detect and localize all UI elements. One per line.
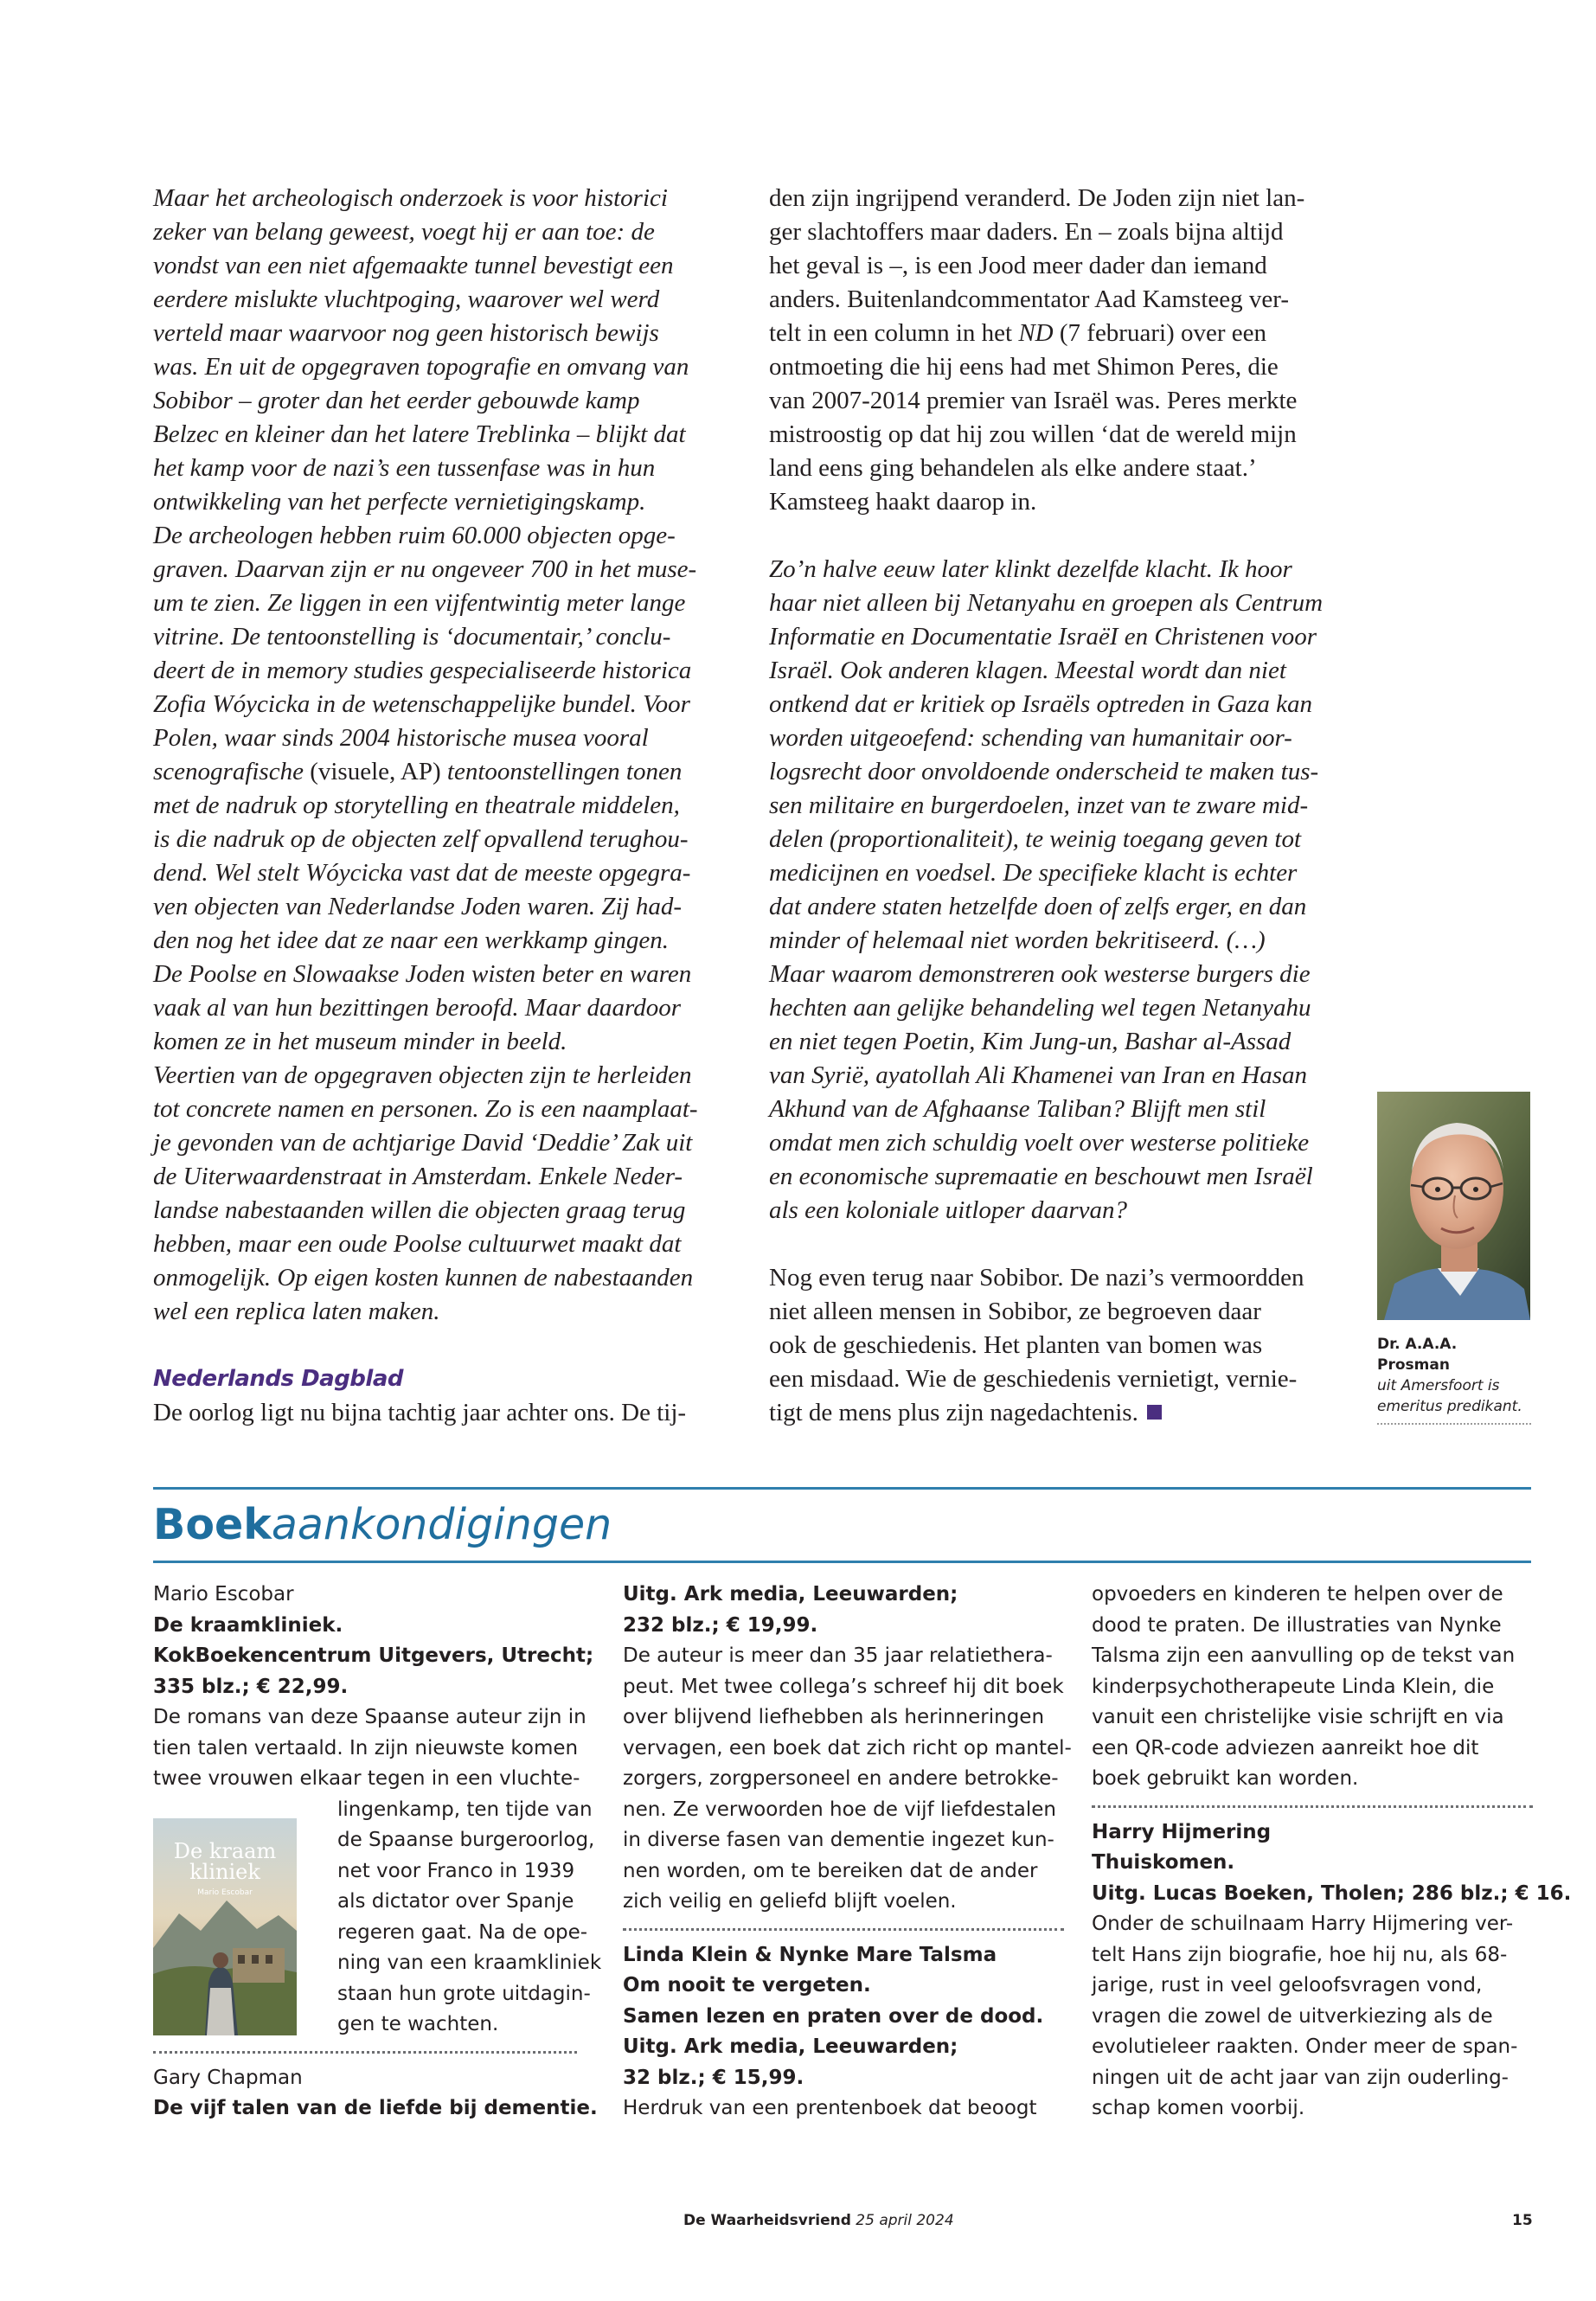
section-rule-bottom [153,1561,1531,1563]
article-left-lines [153,182,724,1329]
book-announcement [623,1940,1064,2125]
book-head-line: Mario Escobar [153,1583,294,1606]
book-body-line: dood te praten. De illustraties van Nynke [1092,1613,1502,1637]
text-line: ontmoeting die hij eens had met Shimon Peres, die [769,353,1279,381]
book-body-line: De auteur is meer dan 35 jaar relatiethera- [623,1644,1053,1667]
book-head-line: Uitg. Ark media, Leeuwarden; [623,2035,958,2058]
page-number: 15 [1512,2212,1533,2229]
book-body-line: De romans van deze Spaanse auteur zijn in [153,1706,586,1728]
book-head-line: Uitg. Ark media, Leeuwarden; [623,1583,958,1606]
text-line: ook de geschiedenis. Het planten van bomen was [769,1331,1263,1359]
book-body-line: telt Hans zijn biografie, hoe hij nu, als 68- [1092,1943,1508,1966]
text-fragment: telt in een column in het [769,319,1019,347]
article-left-column [153,182,724,1430]
text-line: deert de in memory studies gespecialiseerde historica [153,657,692,684]
text-line: dat andere staten hetzelfde doen of zelfs erger, en dan [769,893,1307,920]
book-body-line: jarige, rust in veel geloofsvragen vond, [1092,1974,1483,1997]
text-line: hebben, maar een oude Poolse cultuurwet maakt dat [153,1230,682,1258]
book-body-line: ningen uit de acht jaar van zijn ouderling- [1092,2066,1509,2089]
text-fragment: tentoonstellingen tonen [446,758,683,785]
author-bio: uit Amersfoort is [1377,1377,1500,1394]
author-bio: emeritus predikant. [1377,1398,1522,1415]
book-cover-image [153,1818,297,2035]
article-right-column [769,182,1366,1430]
text-line: omdat men zich schuldig voelt over westerse politieke [769,1129,1310,1157]
books-column-2 [623,1580,1072,2125]
text-line: eerdere mislukte vluchtpoging, waarover wel werd [153,285,660,313]
book-head-line: Harry Hijmering [1092,1820,1272,1843]
book-head-line: KokBoekencentrum Uitgevers, Utrecht; [153,1644,594,1667]
section-title-light: aankondigingen [271,1500,612,1549]
text-line: um te zien. Ze liggen in een vijfentwintig meter lange [153,589,686,617]
text-line: Zofia Wóycicka in de wetenschappelijke bundel. Voor [153,690,690,718]
book-body-line: net voor Franco in 1939 [337,1859,575,1882]
text-line: Sobibor – groter dan het eerder gebouwde kamp [153,387,640,414]
text-line: Maar het archeologisch onderzoek is voor historici [153,184,668,212]
book-body-line: evolutieleer raakten. Onder meer de span- [1092,2035,1518,2058]
text-line: het geval is –, is een Jood meer dader dan iemand [769,252,1267,279]
text-line: zeker van belang geweest, voegt hij er aan toe: de [153,218,655,246]
book-divider [1092,1805,1533,1808]
text-line: van 2007-2014 premier van Israël was. Peres merkte [769,387,1298,414]
text-line: als een koloniale uitloper daarvan? [769,1196,1127,1224]
text-line: was. En uit de opgegraven topografie en omvang van [153,353,689,381]
text-line: wel een replica laten maken. [153,1298,440,1325]
text-line: van Syrië, ayatollah Ali Khamenei van Iran en Hasan [769,1061,1308,1089]
book-announcement [1092,1817,1572,2125]
magazine-name: De Waarheidsvriend [683,2212,851,2229]
text-line-last [769,1396,1366,1430]
text-fragment: tigt de mens plus zijn nagedachtenis. [769,1399,1138,1426]
text-line: hechten aan gelijke behandeling wel tegen Netanyahu [769,994,1311,1022]
books-column-3 [1092,1580,1572,2125]
book-announcement [623,1580,1072,1918]
text-line: een misdaad. Wie de geschiedenis vernietigt, vernie- [769,1365,1298,1393]
text-line: Informatie en Documentatie IsraëI en Christenen voor [769,623,1317,651]
text-line: minder of helemaal niet worden bekritiseerd. (…) [769,926,1266,954]
book-body-line: zich veilig en geliefd blijft voelen. [623,1890,957,1913]
text-line: Kamsteeg haakt daarop in. [769,488,1037,516]
book-head-line: Gary Chapman [153,2066,303,2089]
text-line: ontwikkeling van het perfecte vernietigingskamp. [153,488,646,516]
source-heading: Nederlands Dagblad [153,1366,403,1392]
text-line: anders. Buitenlandcommentator Aad Kamsteeg ver- [769,285,1289,313]
text-line: Nog even terug naar Sobibor. De nazi’s vermoordden [769,1264,1304,1292]
text-line: het kamp voor de nazi’s een tussenfase was in hun [153,454,656,482]
book-body-line: tien talen vertaald. In zijn nieuwste komen [153,1736,579,1759]
book-body-line: Onder de schuilnaam Harry Hijmering ver- [1092,1913,1514,1935]
text-line: ger slachtoffers maar daders. En – zoals bijna altijd [769,218,1284,246]
page-footer [0,2208,1596,2234]
section-rule-top [153,1487,1531,1490]
book-head-line: 32 blz.; € 15,99. [623,2066,804,2089]
book-body-line: vervagen, een boek dat zich richt op mantel- [623,1736,1072,1759]
book-body-line: gen te wachten. [337,2013,499,2035]
footer-magazine [683,2208,954,2234]
book-announcement [1092,1580,1533,1795]
text-line: den nog het idee dat ze naar een werkkamp gingen. [153,926,669,954]
text-line: landse nabestaanden willen die objecten graag terug [153,1196,686,1224]
text-fragment-italic: ND [1018,319,1054,347]
text-line: Belzec en kleiner dan het latere Treblinka – blijkt dat [153,420,686,448]
text-line: komen ze in het museum minder in beeld. [153,1028,567,1055]
text-fragment: scenografische [153,758,304,785]
end-mark-icon [1147,1405,1162,1420]
book-head-line: 335 blz.; € 22,99. [153,1675,349,1698]
book-head-line: Om nooit te vergeten. [623,1974,871,1997]
book-body-line: lingenkamp, ten tijde van [337,1798,593,1821]
text-line: verteld maar waarvoor nog geen historisch bewijs [153,319,659,347]
section-title [153,1497,612,1554]
text-line: de Uiterwaardenstraat in Amsterdam. Enkele Neder- [153,1163,683,1190]
text-fragment: (7 februari) over een [1053,319,1266,347]
text-line: Akhund van de Afghaanse Taliban? Blijft men stil [769,1095,1266,1123]
book-body-line: zorgers, zorgpersoneel en andere betrokke- [623,1767,1059,1790]
text-line: Maar waarom demonstreren ook westerse burgers die [769,960,1311,988]
text-line: De oorlog ligt nu bijna tachtig jaar achter ons. De tij- [153,1399,687,1426]
text-line: dend. Wel stelt Wóycicka vast dat de meeste opgegra- [153,859,691,887]
book-body-line: peut. Met twee collega’s schreef hij dit boek [623,1675,1064,1698]
book-head-line: De kraamkliniek. [153,1613,343,1637]
text-line: en economische supremaatie en beschouwt men Israël [769,1163,1313,1190]
text-line: delen (proportionaliteit), te weinig toegang geven tot [769,825,1302,853]
text-line: Zo’n halve eeuw later klinkt dezelfde klacht. Ik hoor [769,555,1292,583]
issue-date: 25 april 2024 [856,2212,954,2229]
book-body-line: in diverse fasen van dementie ingezet kun- [623,1829,1054,1851]
book-body-line: Talsma zijn een aanvulling op de tekst van [1092,1644,1516,1667]
text-line: niet alleen mensen in Sobibor, ze begroeven daar [769,1298,1261,1325]
book-body-line: staan hun grote uitdagin- [337,1982,591,2005]
text-line: je gevonden van de achtjarige David ‘Deddie’ Zak uit [153,1129,693,1157]
text-line: land eens ging behandelen als elke andere staat.’ [769,454,1257,482]
text-line: medicijnen en voedsel. De specifieke klacht is echter [769,859,1298,887]
book-body-line: de Spaanse burgeroorlog, [337,1829,595,1851]
text-line: worden uitgeoefend: schending van humanitair oor- [769,724,1292,752]
caption-divider [1377,1423,1531,1425]
book-head-line: Samen lezen en praten over de dood. [623,2004,1044,2028]
text-line: De Poolse en Slowaakse Joden wisten beter en waren [153,960,692,988]
text-line-mixed [769,317,1366,350]
text-line: is die nadruk op de objecten zelf opvallend terughou- [153,825,689,853]
book-body-line: vanuit een christelijke visie schrijft en via [1092,1706,1504,1728]
author-caption [1377,1334,1531,1417]
book-body-line: boek gebruikt kan worden. [1092,1767,1359,1790]
text-line: en niet tegen Poetin, Kim Jung-un, Bashar al-Assad [769,1028,1292,1055]
text-line: vitrine. De tentoonstelling is ‘documentair,’ conclu- [153,623,671,651]
book-head-line: 232 blz.; € 19,99. [623,1613,818,1637]
text-line: ontkend dat er kritiek op Israëls optreden in Gaza kan [769,690,1312,718]
book-body-wrapped [337,1795,602,2041]
book-body-line: vragen die zowel de uitverkiezing als de [1092,2004,1493,2028]
author-name: Dr. A.A.A. Prosman [1377,1336,1458,1374]
book-body-line: als dictator over Spanje [337,1890,574,1913]
text-line: Israël. Ook anderen klagen. Meestal wordt dan niet [769,657,1286,684]
cover-author: Mario Escobar [197,1888,253,1897]
text-line: logsrecht door onvoldoende onderscheid te maken tus- [769,758,1319,785]
text-line: tot concrete namen en personen. Zo is een naamplaat- [153,1095,698,1123]
section-title-bold: Boek [153,1500,272,1549]
text-line: vondst van een niet afgemaakte tunnel bevestigt een [153,252,674,279]
book-head-line: Linda Klein & Nynke Mare Talsma [623,1943,997,1966]
book-divider [153,2051,577,2054]
text-line: met de nadruk op storytelling en theatrale middelen, [153,792,680,819]
quote-block [769,553,1366,1227]
book-body-line: opvoeders en kinderen te helpen over de [1092,1583,1503,1606]
author-photo [1377,1092,1530,1320]
book-body-line: twee vrouwen elkaar tegen in een vluchte- [153,1767,580,1790]
text-line: De archeologen hebben ruim 60.000 objecten opge- [153,522,676,549]
text-line: Polen, waar sinds 2004 historische musea vooral [153,724,649,752]
text-fragment-roman: (visuele, AP) [303,758,447,785]
book-head-line: Uitg. Lucas Boeken, Tholen; 286 blz.; € 16. [1092,1881,1572,1905]
book-body-line: kinderpsychotherapeute Linda Klein, die [1092,1675,1495,1698]
text-line: mistroostig op dat hij zou willen ‘dat de wereld mijn [769,420,1297,448]
book-body-line: Herdruk van een prentenboek dat beoogt [623,2097,1037,2119]
book-body-line: nen worden, om te bereiken dat de ander [623,1859,1038,1882]
book-body-line: regeren gaat. Na de ope- [337,1920,588,1944]
text-line: Veertien van de opgegraven objecten zijn te herleiden [153,1061,692,1089]
book-body-line: ning van een kraamkliniek [337,1952,602,1974]
book-announcement [153,2063,598,2125]
text-line: graven. Daarvan zijn er nu ongeveer 700 in het muse- [153,555,697,583]
book-body-line: nen. Ze verwoorden hoe de vijf liefdestalen [623,1798,1056,1821]
book-head-line: De vijf talen van de liefde bij dementie. [153,2097,598,2119]
text-line: sen militaire en burgerdoelen, inzet van te zware mid- [769,792,1309,819]
text-line: onmogelijk. Op eigen kosten kunnen de nabestaanden [153,1264,694,1292]
text-line: haar niet alleen bij Netanyahu en groepen als Centrum [769,589,1324,617]
book-divider [623,1928,1064,1931]
text-line: ven objecten van Nederlandse Joden waren. Zij had- [153,893,682,920]
text-line: den zijn ingrijpend veranderd. De Joden zijn niet lan- [769,184,1305,212]
book-body-line: een QR-code adviezen aanreikt hoe dit [1092,1736,1479,1759]
book-body-line: over blijvend liefhebben als herinneringen [623,1706,1045,1728]
text-line: vaak al van hun bezittingen beroofd. Maar daardoor [153,994,682,1022]
book-body-line: schap komen voorbij. [1092,2097,1305,2119]
book-head-line: Thuiskomen. [1092,1851,1235,1874]
cover-title: kliniek [189,1860,260,1884]
text-line-mixed [153,755,724,789]
cover-title: De kraam [173,1839,277,1863]
